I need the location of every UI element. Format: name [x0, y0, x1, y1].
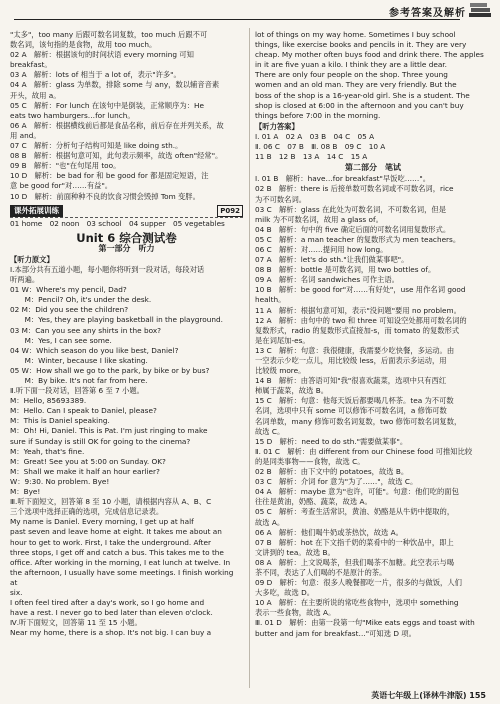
text-line: Ⅰ. 01 B 解析：have…for breakfast"早饭吃……"。: [255, 174, 430, 184]
text-line: 02 B 解析：由下文中的 potatoes，故选 B。: [255, 467, 409, 477]
transcript-line: things before 7:00 in the morning.: [255, 110, 381, 120]
header-title: 参考答案及解析: [389, 8, 466, 19]
text-line: 10 D 解析：be bad for 和 be good for 都是固定短语，注: [10, 171, 209, 181]
text-line: Ⅲ. 01 D 解析：由第一段第一句"Mike eats eggs and toast with: [255, 618, 475, 628]
answers-label: 【听力答案】: [255, 121, 299, 131]
right-column: [255, 30, 491, 639]
transcript-line: Near my home, there is a shop. It's not big. I can buy a: [10, 628, 212, 638]
transcript-line: M：Pencil? Oh, it's under the desk.: [10, 295, 152, 305]
listening-answers: [255, 132, 491, 162]
text-line: breakfast。: [10, 60, 52, 70]
transcript-line: 听两遍。: [10, 275, 40, 285]
transcript-line: M：Yeah, that's fine.: [10, 446, 85, 456]
transcript-line: Ⅳ.听下面短文，回答第 11 至 15 小题。: [10, 618, 142, 628]
column-divider: [249, 28, 250, 688]
text-line: Ⅱ. 01 C 解析：由 different from our Chinese food 可推知比较: [255, 446, 473, 456]
text-line: 的是同类事物——食物，故选 C。: [255, 456, 365, 466]
answer-row: Ⅰ. 01 A 02 A 03 B 04 C 05 A: [255, 131, 375, 141]
unit-title: Unit 6 综合测试卷: [76, 230, 177, 245]
transcript-line: have a rest. I never go to bed later than eleven o'clock.: [10, 608, 213, 618]
text-line: 02 B 解析：there is 后接单数可数名词或不可数名词，rice: [255, 184, 454, 194]
transcript-line: M：Bye!: [10, 487, 41, 497]
transcript-line: M：Great! See you at 5:00 on Sunday. OK?: [10, 456, 166, 466]
transcript-line: 04 W：Which season do you like best, Daniel?: [10, 345, 179, 355]
part2-heading: 第二部分 笔试: [345, 163, 401, 173]
text-line: 06 A 解析：根据横线前后都是食品名称，前后存在并列关系，故: [10, 120, 224, 130]
text-line: 05 C 解析：考查生活常识，黄油、奶酪是从牛奶中提取的，: [255, 507, 455, 517]
transcript-line: 01 W：Where's my pencil, Dad?: [10, 285, 127, 295]
text-line: 04 A 解析：maybe 意为"也许，可能"。句意：他们吃的面包: [255, 487, 459, 497]
text-line: 03 A 解析：lots of 相当于 a lot of，表示"许多"。: [10, 70, 181, 80]
text-line: 10 D 解析：前面种种不良的饮食习惯会毁掉 Tom 变胖。: [10, 191, 200, 201]
text-line: 15 C 解析：句意：他每天饭后都要喝几杯茶。tea 为不可数: [255, 396, 454, 406]
text-line: 复数形式，radio 的复数形式直接加-s，而 tomato 的复数形式: [255, 325, 460, 335]
transcript-line: 03 M：Can you see any shirts in the box?: [10, 325, 162, 335]
transcript-line: There are only four people on the shop. Three young: [255, 70, 448, 80]
transcript-line: 05 W：How shall we go to the park, by bike or by bus?: [10, 365, 210, 375]
transcript-line: three stops, I get off and catch a bus. This takes me to the: [10, 547, 224, 557]
transcript-line: M：Hello, 85693389.: [10, 396, 87, 406]
transcript-line: M：This is Daniel speaking.: [10, 416, 110, 426]
transcript-line: Ⅲ.听下面短文，回答第 8 至 10 小题，请根据内容从 A、B、C: [10, 497, 212, 507]
text-line: 意 be good for"对……有益"。: [10, 181, 113, 191]
extension-answers: 01 home 02 noon 03 school 04 supper 05 vegetables: [10, 218, 225, 228]
text-line: 05 C 解析：For lunch 在该句中是倒装，正常顺序为：He: [10, 100, 204, 110]
text-line: 09 B 解析："也"在句尾用 too。: [10, 161, 121, 171]
text-line: 14 B 解析：由答语可知"我"很喜欢蔬菜，选项中只有西红: [255, 376, 447, 386]
text-line: 为不可数名词。: [255, 194, 307, 204]
text-line: 04 A 解析：glass 为单数，排除 some 与 any，数以辅音音素: [10, 80, 220, 90]
text-line: 是在词尾加-es。: [255, 335, 310, 345]
transcript-line: in it are five yuan a kilo. I think they are a little dear.: [255, 60, 447, 70]
listening-transcript: [10, 265, 243, 638]
text-line: 08 A 解析：上文说喝茶，但我们喝茶不加糖。此空表示与喝: [255, 557, 455, 567]
transcript-line: shop is closed at 6:00 in the afternoon and you can't buy: [255, 100, 464, 110]
text-line: 12 A 解析：由句中的 two 和 three 可知设空处都用可数名词的: [255, 315, 467, 325]
transcript-line: things, like exercise books and pencils in it. They are very: [255, 40, 467, 50]
text-line: health。: [255, 295, 286, 305]
text-line: 09 D 解析：句意：很多人晚餐都吃一片，很多的与做饭，人们: [255, 578, 462, 588]
transcript-line: boss of the shop is a 16-year-old girl. She is a student. The: [255, 90, 470, 100]
text-line: 04 B 解析：句中的 five 确定后面的可数名词用复数形式。: [255, 224, 451, 234]
text-line: 名词单数，many 修饰可数名词复数，two 修饰可数名词复数，: [255, 416, 462, 426]
transcript-line: Ⅱ.听下面一段对话，回答第 6 至 7 小题。: [10, 386, 144, 396]
text-line: 用 and。: [10, 130, 41, 140]
text-line: 08 B 解析：根据句意可知，此句表示频率，故选 often"经常"。: [10, 151, 223, 161]
transcript-line: M：Yes, I can see some.: [10, 335, 112, 345]
transcript-line: M：Shall we make it half an hour earlier?: [10, 466, 160, 476]
text-line: milk 为不可数名词，故用 a glass of。: [255, 214, 383, 224]
text-line: 07 C 解析：分析句子结构可知是 like doing sth.。: [10, 141, 183, 151]
extension-page: P092: [217, 205, 243, 217]
transcript-line: M：Yes, they are playing basketball in the playground.: [10, 315, 223, 325]
text-line: 比较级 more。: [255, 366, 306, 376]
text-line: 10 B 解析：be good for"对……有好处"，use 用作名词 good: [255, 285, 466, 295]
left-column: [10, 30, 243, 638]
answer-explanations-left: [10, 30, 243, 202]
text-line: 表示一些食物，故选 A。: [255, 608, 336, 618]
header-rule: [14, 19, 460, 20]
transcript-line: women and an old man. They are very friendly. But the: [255, 80, 457, 90]
answer-row: Ⅱ. 06 C 07 B Ⅲ. 08 B 09 C 10 A: [255, 142, 386, 152]
text-line: 13 C 解析：句意：我很健康，我需要少吃快餐，多运动。由: [255, 345, 455, 355]
text-line: 故选 C。: [255, 426, 285, 436]
text-line: 故选 A。: [255, 517, 285, 527]
transcript-line: past seven and leave home at eight. It takes me about an: [10, 527, 222, 537]
text-line: butter and jam for breakfast…"可知选 D 项。: [255, 628, 416, 638]
text-line: 柿属于蔬菜，故选 B。: [255, 386, 328, 396]
text-line: 15 D 解析：need to do sth."需要做某事"。: [255, 436, 408, 446]
transcript-line: M：Winter, because I like skating.: [10, 355, 148, 365]
transcript-line: M：Hello. Can I speak to Daniel, please?: [10, 406, 157, 416]
book-stack-icon: [468, 2, 492, 20]
transcript-line: Ⅰ.本部分共有五道小题，每小题你将听到一段对话，每段对话: [10, 264, 205, 274]
answer-row: 11 B 12 B 13 A 14 C 15 A: [255, 152, 368, 162]
text-line: 开头，故用 a。: [10, 90, 61, 100]
transcript-line: cheap. My mother often buys food and drink there. The apples: [255, 50, 484, 60]
listening-transcript-continued: [255, 30, 491, 121]
text-line: 09 A 解析：名词 sandwiches 可作主语。: [255, 275, 399, 285]
text-line: 07 B 解析：hot 在下文指千奶的菜肴中的一种饮品中，即上: [255, 537, 454, 547]
text-line: 11 A 解析：根据句意可知，表示"没问题"要用 no problem。: [255, 305, 461, 315]
transcript-line: 02 M：Did you see the children?: [10, 305, 129, 315]
transcript-line: six.: [10, 587, 23, 597]
transcript-line: W：9:30. No problem. Bye!: [10, 476, 110, 486]
part1-heading: 第一部分 听力: [98, 243, 155, 253]
text-line: 一空表示少吃一点儿，用比较级 less，后面表示多运动，用: [255, 356, 447, 365]
text-line: 数名词，该句指的是食物，故用 too much。: [10, 40, 157, 50]
text-line: 05 C 解析：a man teacher 的复数形式为 men teachers。: [255, 234, 461, 244]
text-line: 06 A 解析：他们喝牛奶或茶热饮，故选 A。: [255, 527, 403, 537]
transcript-line: M：Oh! Hi, Daniel. This is Pat. I'm just ringing to make: [10, 426, 208, 436]
transcript-line: I often feel tired after a day's work, so I go home and: [10, 598, 205, 608]
text-line: 名词，选项中只有 some 可以修饰不可数名词，a 修饰可数: [255, 406, 447, 416]
transcript-line: hour to get to work. First, I take the underground. After: [10, 537, 212, 547]
text-line: 07 A 解析：let's do sth."让我们做某事吧"。: [255, 255, 409, 265]
text-line: eats two hamburgers…for lunch。: [10, 110, 135, 120]
transcript-line: sure if Sunday is still OK for going to the cinema?: [10, 436, 191, 446]
transcript-line: lot of things on my way home. Sometimes I buy school: [255, 30, 456, 39]
text-line: 02 A 解析：根据该句的时间状语 every morning 可知: [10, 50, 194, 60]
text-line: 文讲到的 tea。故选 B。: [255, 547, 335, 557]
listening-label: 【听力原文】: [10, 254, 54, 264]
transcript-line: the afternoon, I usually have some meetings. I finish working at: [10, 567, 234, 587]
page-header: [0, 0, 500, 24]
text-line: 03 C 解析：glass 在此处为可数名词，不可数名词，但是: [255, 204, 446, 214]
text-line: 06 C 解析：对……提问用 how long。: [255, 244, 388, 254]
text-line: 大多吃，故选 D。: [255, 588, 315, 598]
extension-bar: [10, 205, 243, 218]
transcript-line: 三个选项中选择正确的选项，完成信息记录表。: [10, 507, 164, 517]
text-line: 03 C 解析：介词 for 意为"为了……"，故选 C。: [255, 477, 418, 487]
text-line: 10 A 解析：在主要所说的常吃些食物中，选项中 something: [255, 598, 459, 608]
text-line: 08 B 解析：bottle 是可数名词，用 two bottles of。: [255, 265, 436, 275]
answer-explanations-right: [255, 174, 491, 638]
page-footer: 英语七年级上(译林牛津版) 155: [371, 691, 486, 700]
text-line: 茶不同，表达了人们喝的不是原汁的茶。: [255, 567, 387, 577]
transcript-line: office. After working in the morning, I eat lunch at twelve. In: [10, 557, 231, 567]
text-line: 往往是黄油，奶酪、蔬菜，故选 A。: [255, 497, 372, 507]
transcript-line: M：By bike. It's not far from here.: [10, 376, 148, 385]
transcript-line: My name is Daniel. Every morning, I get up at half: [10, 517, 194, 527]
extension-label: 课外拓展训练: [10, 205, 63, 217]
text-line: "太多"，too many 后跟可数名词复数，too much 后跟不可: [10, 30, 208, 39]
